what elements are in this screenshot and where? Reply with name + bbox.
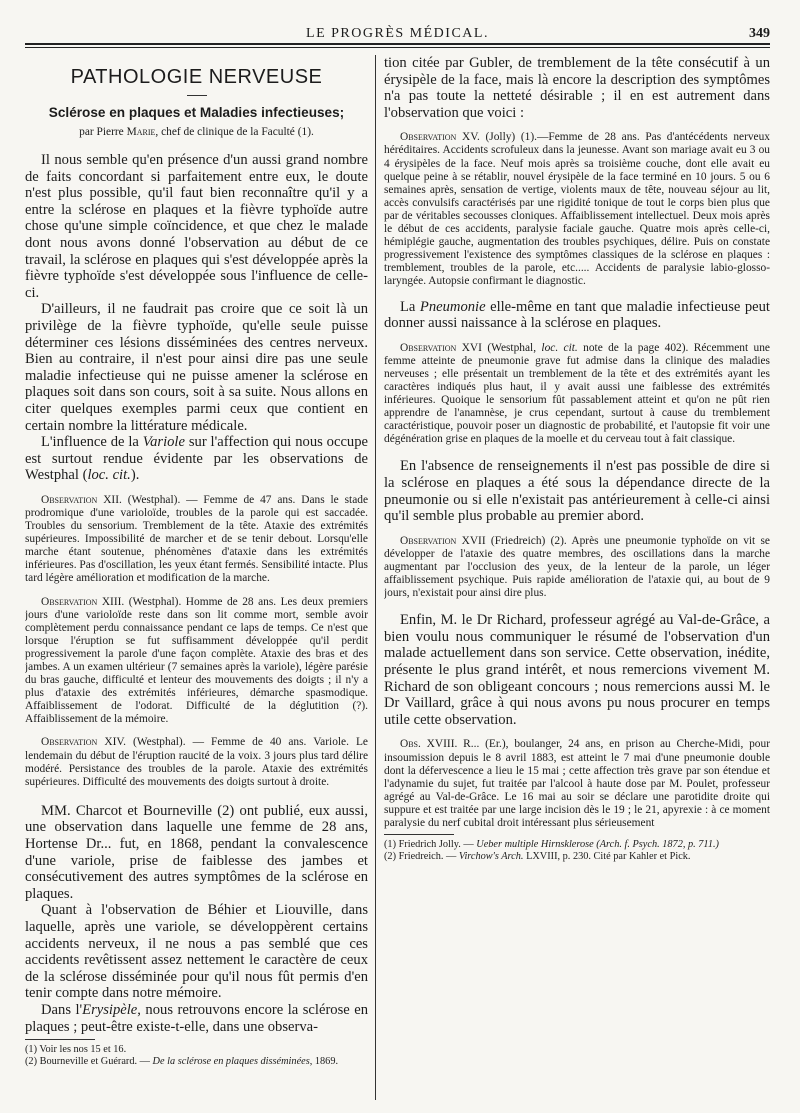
observation-xvii [384,535,770,600]
text-run: ). [130,467,140,484]
observation-text: (Westphal). Homme de 28 ans. Les deux premiers jours d'une varioloïde reste dans son lit comme mort, semble avoir complètement perdu connaissance pendant ce laps de temps. Ce n'est que lorsque l'éruption se fut suffisamment développée qu'il perdit progressivement la parole d'une façon complète. Ataxie des bras et des jambes. A un examen ultérieur (7 semaines après la variole), légère parésie du bras gauche, difficulté et lenteur des mouvements des doigts ; il n'y a plus d'ataxie des extrémités inférieures, démarche spasmodique. Affaiblissement de l'odorat. Difficulté de la déglutition (?). Affaiblissement de la mémoire. [25,595,368,726]
paragraph: D'ailleurs, il ne faudrait pas croire que ce soit là un privilège de la fièvre typhoïde, qu'elle seule puisse déterminer ces lésions disséminées des centres nerveux. Bien au contraire, il n'est pour ainsi dire pas une seule maladie infectieuse qui ne puisse amener la sclérose en plaques soit dans son cours, soit à sa suite. Nous allons en citer quelques exemples parmi ceux que contient en certain nombre la littérature médicale. [25,301,368,434]
right-column [384,55,770,1105]
paragraph: MM. Charcot et Bourneville (2) ont publié, eux aussi, une observation dans laquelle une femme de 28 ans, Hortense Dr... fut, en 1868, pendant la convalescence d'une variole, prise de faiblesse des jambes et consécutivement des autres symptômes de la sclérose en plaques. [25,802,368,902]
emphasis: loc. cit. [541,341,578,354]
title-dash [187,95,207,96]
left-column [25,55,368,1105]
header-rule-thin [25,47,770,48]
paragraph: Il nous semble qu'en présence d'un aussi grand nombre de faits concordant si parfaitement entre eux, le doute n'est plus possible, qu'il faut bien reconnaître qu'il y a entre la sclérose en plaques et la fièvre typhoïde autre chose qu'une simple coïncidence, et que chez le malade dont nous avons donné l'observation au début de ce travail, la sclérose en plaques qui s'est développée après la fièvre typhoïde s'est développée sous l'influence de celle-ci. [25,152,368,301]
paragraph: En l'absence de renseignements il n'est pas possible de dire si la sclérose en plaques a été sous la dépendance directe de la pneumonie ou si elle n'existait pas antérieurement à celle-ci ainsi qu'il semble plus probable au premier abord. [384,458,770,525]
journal-title: LE PROGRÈS MÉDICAL. [306,26,489,41]
text-run: (2) Friedreich. — [384,851,457,863]
paragraph: Enfin, M. le Dr Richard, professeur agrégé au Val-de-Grâce, a bien voulu nous communiquer le résumé de l'observation d'un malade actuellement dans son service. Cette observation, inédite, présente le plus grand intérêt, et nous remercions vivement M. Richard de son obligeant concours ; nous remercions aussi M. le Dr Vaillard, grâce à qui nous avons pu nous procurer en temps utile cette observation. [384,612,770,728]
footnote: (1) Voir les nos 15 et 16. [25,1044,127,1056]
text-run: , nous retrouvons encore la sclérose en plaques ; peut-être existe-t-elle, dans une observa- [25,1001,368,1035]
observation-label: Observation XII. [41,493,122,506]
paragraph [25,434,368,484]
text-run: sur l'affection qui nous occupe est surtout rendue évidente par les observations de Westphal ( [25,434,368,484]
observation-text: (Westphal). — Femme de 47 ans. Dans le stade prodromique d'une varioloïde, troubles de la parole qui est saccadée. Troubles du sensorium. Tremblement de la tête. Ataxie des extrémités supérieures. Impossibilité de marcher et de se tenir debout. Lorsqu'elle marche étant soutenue, phénomènes d'ataxie dans les extrémités inférieures. Pas d'oscillation, les yeux étant fermés. Sensibilité intacte. Plus tard légère amélioration et modification de la marche. [25,493,368,585]
observation-text: R... (Er.), boulanger, 24 ans, en prison au Cherche-Midi, pour insoumission depuis le 8 avril 1883, est atteint le 7 mai d'une pneumonie double dont la défervescence a lieu le 15 mai ; cette affection très grave par son étendue et l'adynamie du sujet, fut traitée par l'alcool à haute dose par M. Poulet, professeur agrégé au Val-de-Grâce. Le 16 mai au soir se déclare une parotidite droite qui suppure et est traitée par une large incision dès le 19 ; le 21, apyrexie : à ce moment paralysie du nerf cubital droit intéressant plus sérieusement [384,738,770,829]
text-run: (1) Friedrich Jolly. — [384,839,474,851]
footnote [25,1056,368,1068]
observation-xviii [384,738,770,830]
text-run: (Westphal, [487,341,537,354]
text-run: La [400,298,416,315]
emphasis: loc. cit. [87,467,131,484]
paragraph: Quant à l'observation de Béhier et Liouville, dans laquelle, après une variole, se développèrent certains accidents nerveux, il ne nous a pas semblé que ces accidents revêtissent assez nettement le caractère de ceux de la sclérose disséminée pour qu'il nous fût permis d'en tenir compte dans notre mémoire. [25,902,368,1002]
emphasis: Virchow's Arch. [458,851,524,863]
observation-xiv [25,736,368,788]
emphasis: Erysipèle [82,1001,138,1018]
observation-xii [25,494,368,586]
observation-xv [384,131,770,288]
footnote-rule [25,1039,95,1040]
observation-text: (Jolly) (1).—Femme de 28 ans. Pas d'antécédents nerveux héréditaires. Accidents scrofuleux dans la jeunesse. Avant son mariage avait eu 3 ou 4 érysipèles de la face. Neuf mois après sa troisième couche, dont elle avait eu quelque peine à se rétablir, nouvel érysipèle de la face terminé en 10 jours. 5 ou 6 semaines après, sensation de vertige, violents maux de tête, nouveau séjour au lit, accès convulsifs caractérisés par une rigidité tonique de tout le corps bien plus que par de véritables secousses cloniques. Affaiblissement intellectuel. Deux mois après le début de ces accidents, paralysie faciale gauche. Quatre mois après celle-ci, hémiplégie gauche, augmentation des troubles psychiques, délire. Puis on constate progressivement l'existence des symptômes classiques de la sclérose en plaques : tremblement, troubles de la parole, etc..... Accidents de paralysie labio-glosso-laryngée. Autopsie confirmant le diagnostic. [384,131,770,288]
column-divider [375,55,376,1100]
observation-label: Observation XIII. [41,595,125,608]
footnote [384,851,770,863]
article-title: Sclérose en plaques et Maladies infectieuses; [48,105,345,120]
byline [25,126,368,138]
header-rule-thick [25,43,770,45]
text-run: , 1869. [309,1056,339,1068]
paragraph [25,1002,368,1035]
byline-pre: par Pierre [79,126,124,138]
emphasis: Variole [142,434,185,451]
paragraph: tion citée par Gubler, de tremblement de la tête consécutif à un érysipèle de la face, mais là encore la description des symptômes n'a pas toute la netteté désirable ; il en est autrement dans l'observation que voici : [384,55,770,121]
observation-text: note de la page 402). Récemment une femme atteinte de pneumonie grave fut admise dans la clinique des maladies nerveuses ; elle présentait un tremblement de la tête et des extrémités ayant les caractères indiqués plus haut, il y avait aussi une faiblesse des extrémités inférieures. Quoique le sensorium fût passablement atteint et qu'on ne pût rien apprendre de l'anamnèse, je crus cependant, surtout à cause du tremblement caractéristique, pouvoir poser un diagnostic de probabilité, et l'autopsie fit voir une dégénération grise en plaques de la moelle et du cerveau tout à fait classique. [384,341,770,446]
byline-author: Marie [126,126,156,138]
observation-xiii [25,596,368,727]
byline-post: , chef de clinique de la Faculté (1). [155,126,314,138]
observation-label: Observation XVII [400,534,486,547]
observation-xvi [384,342,770,447]
text-run: Dans l' [41,1001,83,1018]
text-run: L'influence de la [41,434,139,451]
observation-text: (Friedreich) (2). Après une pneumonie typhoïde on vit se développer de l'ataxie des quatre membres, des oscillations dans la marche augmentant par l'occlusion des yeux, de la lenteur de la parole, un léger affaiblissement psychique. Puis rapide amélioration de l'ataxie qui, au bout de 9 jours, n'existait pour ainsi dire plus. [384,534,770,600]
emphasis: De la sclérose en plaques disséminées [152,1056,310,1068]
text-run: LXVIII, p. 230. Cité par Kahler et Pick. [526,851,691,863]
text-run: elle-même en tant que maladie infectieuse peut donner aussi naissance à la sclérose en plaques. [384,298,770,332]
observation-label: Observation XVI [400,341,482,354]
emphasis: Pneumonie [419,298,486,315]
paragraph [384,299,770,332]
emphasis: Ueber multiple Hirnsklerose (Arch. f. Psych. 1872, p. 711.) [476,839,719,851]
text-run: (2) Bourneville et Guérard. — [25,1056,150,1068]
page-number: 349 [749,26,770,41]
running-header [25,26,770,42]
footnote [384,839,770,851]
section-title: PATHOLOGIE NERVEUSE [70,66,323,88]
footnote-rule [384,834,454,835]
observation-text: (Westphal). — Femme de 40 ans. Variole. Le lendemain du début de l'éruption raucité de la voix. 3 jours plus tard délire modéré. Persistance des troubles de la parole. Ataxie des extrémités supérieures. Difficulté des mouvements des doigts surtout à droite. [25,736,368,788]
observation-label: Obs. XVIII. [400,738,458,751]
observation-label: Observation XIV. [41,736,126,749]
observation-label: Observation XV. [400,131,480,144]
